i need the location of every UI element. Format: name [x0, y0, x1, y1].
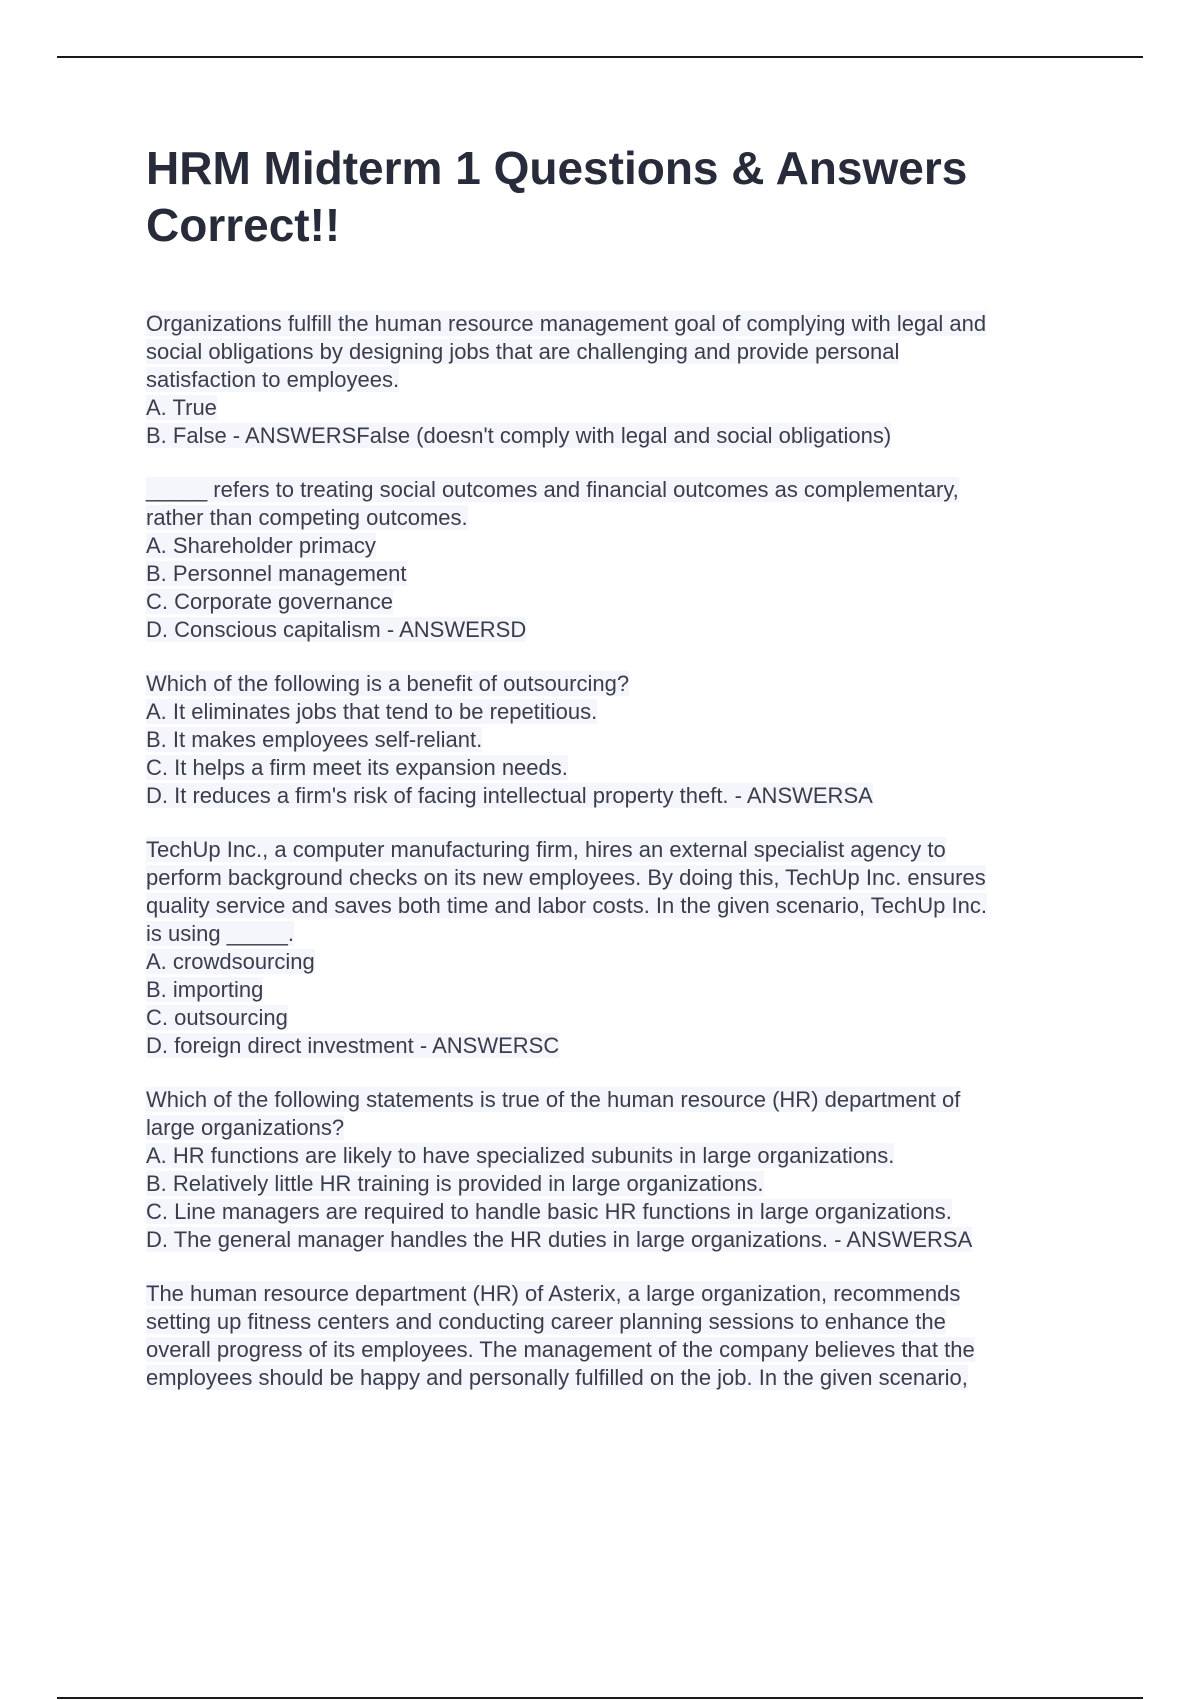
- question-line: perform background checks on its new employees. By doing this, TechUp Inc. ensures: [146, 865, 986, 890]
- question-line: large organizations?: [146, 1115, 345, 1140]
- question-line: employees should be happy and personally fulfilled on the job. In the given scenario,: [146, 1365, 968, 1390]
- question-line: satisfaction to employees.: [146, 367, 400, 392]
- answer-option: A. crowdsourcing: [146, 949, 315, 974]
- question-line: The human resource department (HR) of Asterix, a large organization, recommends: [146, 1281, 961, 1306]
- answer-option: C. Corporate governance: [146, 589, 394, 614]
- question-block-4: [146, 836, 1086, 1060]
- answer-option: B. Relatively little HR training is provided in large organizations.: [146, 1171, 764, 1196]
- answer-option: D. The general manager handles the HR duties in large organizations. - ANSWERSA: [146, 1227, 973, 1252]
- question-line: overall progress of its employees. The management of the company believes that the: [146, 1337, 975, 1362]
- answer-option: B. False - ANSWERSFalse (doesn't comply with legal and social obligations): [146, 423, 892, 448]
- document-body: [146, 140, 1086, 1418]
- answer-option: C. outsourcing: [146, 1005, 288, 1030]
- top-rule: [57, 56, 1143, 58]
- answer-option: C. It helps a firm meet its expansion needs.: [146, 755, 568, 780]
- answer-option: A. HR functions are likely to have specialized subunits in large organizations.: [146, 1143, 895, 1168]
- question-line: Organizations fulfill the human resource management goal of complying with legal and: [146, 311, 987, 336]
- answer-option: A. Shareholder primacy: [146, 533, 376, 558]
- question-block-3: [146, 670, 1086, 810]
- answer-option: A. It eliminates jobs that tend to be repetitious.: [146, 699, 598, 724]
- question-block-2: [146, 476, 1086, 644]
- question-line: social obligations by designing jobs that are challenging and provide personal: [146, 339, 900, 364]
- answer-option: A. True: [146, 395, 217, 420]
- document-title: HRM Midterm 1 Questions & Answers Correct!!: [146, 142, 968, 251]
- answer-option: B. It makes employees self-reliant.: [146, 727, 483, 752]
- bottom-rule: [57, 1697, 1143, 1699]
- question-line: quality service and saves both time and labor costs. In the given scenario, TechUp Inc.: [146, 893, 987, 918]
- question-line: Which of the following statements is true of the human resource (HR) department of: [146, 1087, 961, 1112]
- question-line: is using _____.: [146, 921, 294, 946]
- answer-option: C. Line managers are required to handle basic HR functions in large organizations.: [146, 1199, 952, 1224]
- question-line: Which of the following is a benefit of outsourcing?: [146, 671, 630, 696]
- answer-option: B. Personnel management: [146, 561, 407, 586]
- answer-option: D. It reduces a firm's risk of facing intellectual property theft. - ANSWERSA: [146, 783, 873, 808]
- question-block-6: [146, 1280, 1086, 1392]
- question-list: [146, 310, 1086, 1392]
- question-block-1: [146, 310, 1086, 450]
- question-block-5: [146, 1086, 1086, 1254]
- answer-option: D. foreign direct investment - ANSWERSC: [146, 1033, 560, 1058]
- answer-option: D. Conscious capitalism - ANSWERSD: [146, 617, 527, 642]
- question-line: TechUp Inc., a computer manufacturing firm, hires an external specialist agency to: [146, 837, 946, 862]
- question-line: rather than competing outcomes.: [146, 505, 468, 530]
- question-line: _____ refers to treating social outcomes and financial outcomes as complementary,: [146, 477, 959, 502]
- question-line: setting up fitness centers and conducting career planning sessions to enhance the: [146, 1309, 946, 1334]
- answer-option: B. importing: [146, 977, 264, 1002]
